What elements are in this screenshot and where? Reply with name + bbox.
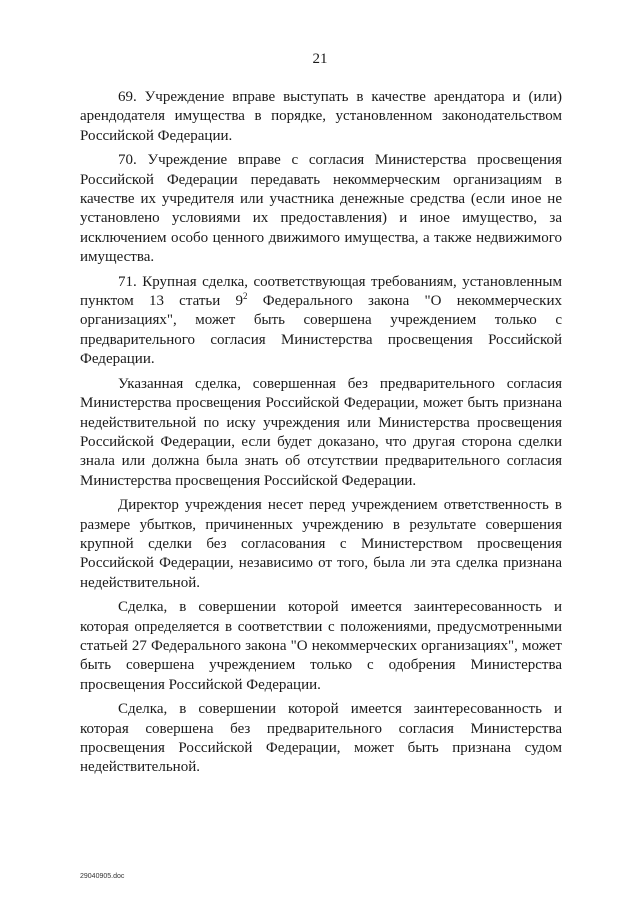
paragraph-69: 69. Учреждение вправе выступать в качестве арендатора и (или) арендодателя имущества в порядке, установленном законодательством Российской Федерации. xyxy=(80,89,562,144)
document-body xyxy=(80,88,562,783)
paragraph-invalid-deal: Указанная сделка, совершенная без предварительного согласия Министерства просвещения Российской Федерации, может быть признана недействительной по иску учреждения или Министерства просвещения Российской Федерации, если будет доказано, что другая сторона сделки знала или должна была знать об отсутствии предварительного согласия Министерства просвещения Российской Федерации. xyxy=(80,375,562,489)
paragraph-interested-deal-invalid: Сделка, в совершении которой имеется заинтересованность и которая совершена без предварительного согласия Министерства просвещения Российской Федерации, может быть признана судом недействительной. xyxy=(80,701,562,776)
paragraph-71-superscript: 2 xyxy=(243,291,248,302)
page-number: 21 xyxy=(312,51,328,67)
paragraph-71-text-before: 71. Крупная сделка, соответствующая требованиям, установленным пунктом 13 статьи 9 xyxy=(80,273,562,310)
paragraph-71-text-after: Федерального закона "О некоммерческих организациях", может быть совершена учреждением только с предварительного согласия Министерства просвещения Российской Федерации. xyxy=(80,293,562,368)
paragraph-71 xyxy=(80,273,562,370)
footer-filename: 29040905.doc xyxy=(80,873,125,880)
paragraph-70: 70. Учреждение вправе с согласия Министерства просвещения Российской Федерации передавать некоммерческим организациям в качестве их учредителя или участника денежные средства (если иное не установлено условиями их предоставления) и иное имущество, за исключением особо ценного движимого имущества, а также недвижимого имущества. xyxy=(80,152,562,266)
paragraph-interested-deal: Сделка, в совершении которой имеется заинтересованность и которая определяется в соответствии с положениями, предусмотренными статьей 27 Федерального закона "О некоммерческих организациях", может быть совершена учреждением только с одобрения Министерства просвещения Российской Федерации. xyxy=(80,599,562,693)
paragraph-director-liability: Директор учреждения несет перед учреждением ответственность в размере убытков, причиненных учреждению в результате совершения крупной сделки без согласования с Министерством просвещения Российской Федерации, независимо от того, была ли эта сделка признана недействительной. xyxy=(80,497,562,591)
